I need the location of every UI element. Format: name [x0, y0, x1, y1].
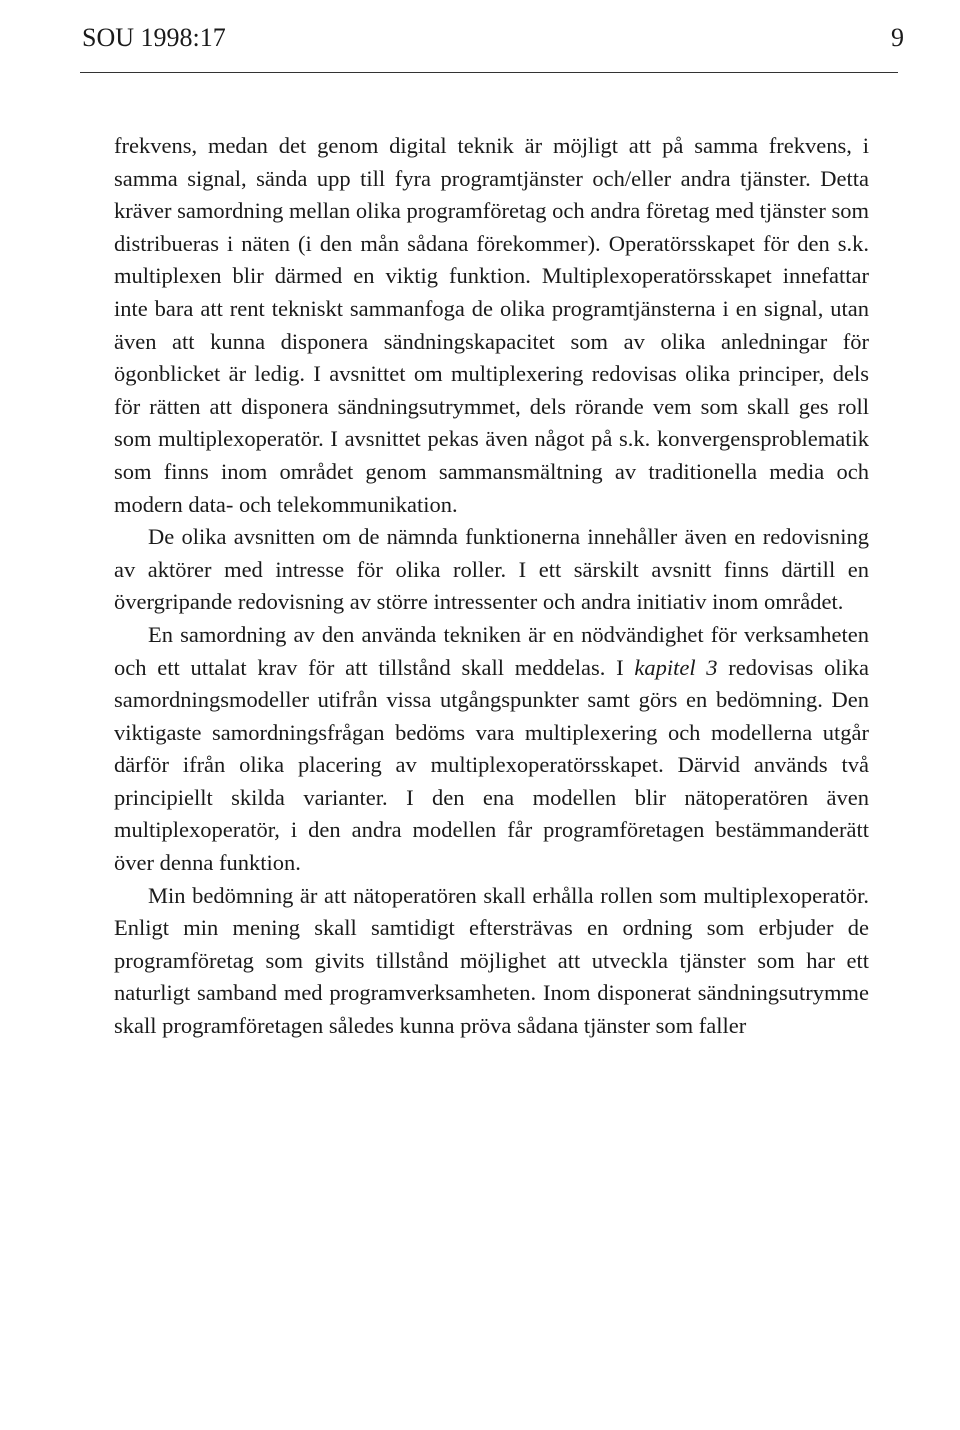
paragraph-3 [114, 619, 869, 880]
paragraph-3-text-start: En samordning av den använda tekniken är en nödvändighet för verksamheten och ett uttalat krav för att tillstånd skall meddelas. I [114, 621, 869, 680]
paragraph-1: frekvens, medan det genom digital teknik är möjligt att på samma frekvens, i samma signal, sända upp till fyra programtjänster och/eller andra tjänster. Detta kräver samordning mellan olika programföretag och andra företag med tjänster som distribueras i näten (i den mån sådana förekommer). Operatörsskapet för den s.k. multiplexen blir därmed en viktig funktion. Multiplexoperatörsskapet innefattar inte bara att rent tekniskt sammanfoga de olika programtjänsterna i en signal, utan även att kunna disponera sändningskapacitet som av olika anledningar för ögonblicket är ledig. I avsnittet om multiplexering redovisas olika principer, dels för rätten att disponera sändningsutrymmet, dels rörande vem som skall ges roll som multiplexoperatör. I avsnittet pekas även något på s.k. konvergensproblematik som finns inom området genom sammansmältning av traditionella media och modern data- och telekommunikation. [114, 133, 869, 517]
report-series-id: SOU 1998:17 [82, 23, 226, 52]
chapter-reference: kapitel 3 [634, 654, 718, 680]
body-text [114, 130, 869, 1043]
running-header [82, 18, 904, 58]
paragraph-2: De olika avsnitten om de nämnda funktionerna innehåller även en redovisning av aktörer med intresse för olika roller. I ett särskilt avsnitt finns därtill en övergripande redovisning av större intressenter och andra initiativ inom området. [114, 524, 869, 615]
header-rule [80, 72, 898, 73]
paragraph-4: Min bedömning är att nätoperatören skall erhålla rollen som multiplexoperatör. Enligt min mening skall samtidigt eftersträvas en ordning som erbjuder de programföretag som givits tillstånd möjlighet att utveckla tjänster som har ett naturligt samband med programverksamheten. Inom disponerat sändningsutrymme skall programföretagen således kunna pröva sådana tjänster som faller [114, 882, 869, 1039]
page-number: 9 [891, 23, 904, 52]
paragraph-3-text-end: redovisas olika samordningsmodeller utifrån vissa utgångspunkter samt görs en bedömning. Den viktigaste samordningsfrågan bedöms vara multiplexering och modellerna utgår därför ifrån olika placering av multiplexoperatörsskapet. Därvid används två principiellt skilda varianter. I den ena modellen blir nätoperatören även multiplexoperatör, i den andra modellen får programföretagen bestämmanderätt över denna funktion. [114, 654, 869, 876]
